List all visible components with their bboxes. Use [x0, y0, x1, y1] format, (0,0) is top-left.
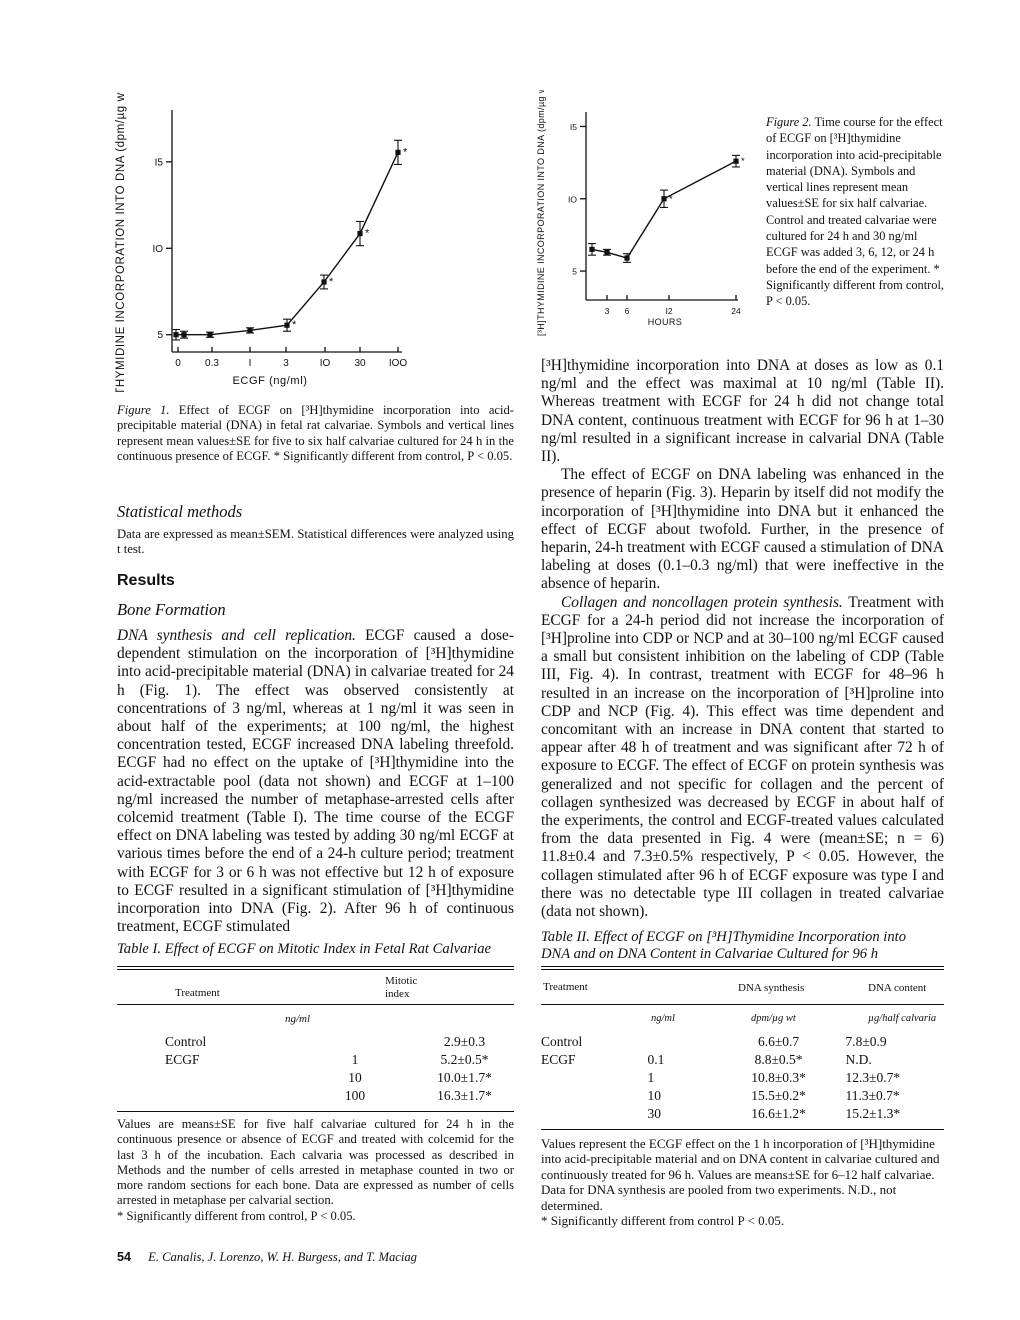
- y-tick-label: 5: [157, 330, 163, 342]
- table-2-notes: [541, 1136, 944, 1228]
- significance-marker: *: [365, 227, 370, 240]
- table-2-unit-content: µg/half calvaria: [868, 1013, 937, 1024]
- x-tick-label: I2: [665, 306, 673, 316]
- table-2-cell-content: 11.3±0.7*: [845, 1088, 900, 1103]
- fig1-x-label: ECGF (ng/ml): [232, 375, 308, 387]
- table-2-row: [541, 1051, 944, 1069]
- table-2-title-line-1: Table II. Effect of ECGF on [³H]Thymidine Incorporation into: [541, 929, 907, 945]
- table-1-cell-dose: [275, 1033, 415, 1051]
- data-point: [284, 323, 289, 328]
- table-1-row: [117, 1033, 514, 1051]
- table-1-title: Table I. Effect of ECGF on Mitotic Index in Fetal Rat Calvariae: [117, 941, 491, 957]
- y-tick-label: IO: [152, 243, 163, 255]
- fig2-x-label: HOURS: [647, 317, 683, 327]
- table-2-cell-treatment: ECGF: [541, 1052, 576, 1067]
- table-2-cell-synthesis: 6.6±0.7: [757, 1034, 800, 1049]
- table-2-row: [541, 1069, 944, 1087]
- table-1-row: [117, 1069, 514, 1087]
- y-tick-label: IO: [568, 194, 577, 205]
- table-2-cell-content: 15.2±1.3*: [845, 1106, 901, 1121]
- table-2-bottom-rule: [541, 1129, 944, 1130]
- data-point: [357, 231, 362, 236]
- table-2-cell-treatment: Control: [541, 1034, 583, 1049]
- table-2-cell-synthesis: 8.8±0.5*: [754, 1052, 803, 1067]
- right-paragraph-1: [³H]thymidine incorporation into DNA at doses as low as 0.1 ng/ml and the effect was maximal at 10 ng/ml (Table II). Whereas treatment with ECGF for 24 h did not change total DNA content, continuous treatment with ECGF for 96 h at 1–30 ng/ml resulted in a significant increase in calvarial DNA (Table II).: [541, 357, 944, 466]
- table-2-cell-content: N.D.: [845, 1052, 872, 1067]
- x-tick-label: IOO: [388, 358, 408, 369]
- table-1-cell-index: 16.3±1.7*: [437, 1088, 492, 1103]
- right-paragraph-3: [541, 594, 944, 922]
- table-2: [541, 966, 944, 1228]
- dna-synthesis-text: ECGF caused a dose-dependent stimulation on the incorporation of [³H]thymidine into acid-precipitable material (DNA) in calvariae treated for 24 h (Fig. 1). The effect was observed consistently at concentrations of 3 ng/ml, whereas at 1 ng/ml it was seen in about half of the experiments; at 100 ng/ml, the highest concentration tested, ECGF increased DNA labeling threefold. ECGF had no effect on the uptake of [³H]thymidine into the acid-extractable pool (data not shown) and ECGF at 1–100 ng/ml increased the number of metaphase-arrested cells after colcemid treatment (Table I). The time course of the ECGF effect on DNA labeling was tested by adding 30 ng/ml ECGF at various times before the end of a 24-h culture period; treatment with ECGF for 3 or 6 h was not effective but 12 h of exposure to ECGF resulted in a significant stimulation of [³H]thymidine incorporation into DNA (Fig. 2). After 96 h of continuous treatment, ECGF stimulated: [117, 627, 514, 936]
- table-2-cell-synthesis: 10.8±0.3*: [751, 1070, 806, 1085]
- fig2-axes: [586, 112, 738, 300]
- x-tick-label: 30: [354, 358, 366, 369]
- fig1-y-label: [³H]THYMIDINE INCORPORATION INTO DNA (dpm/µg wt): [115, 92, 127, 392]
- table-2-cell-content: 12.3±0.7*: [845, 1070, 901, 1085]
- table-1-cell-treatment: ECGF: [165, 1052, 200, 1067]
- series-line: [176, 152, 398, 334]
- table-2-note: Values represent the ECGF effect on the 1 h incorporation of [³H]thymidine into acid-precipitable material and on DNA content in calvariae cultured and continuously treated for 96 h. Values are means±SE for 6–12 half calvariae. Data for DNA synthesis are pooled from two experiments. N.D., not determined.: [541, 1136, 940, 1213]
- table-2-row: [541, 1105, 944, 1123]
- table-2-col-treatment: Treatment: [543, 981, 588, 993]
- table-2-cell-treatment: [541, 1105, 636, 1123]
- table-1-notes: [117, 1117, 514, 1224]
- fig2-caption-label: Figure 2.: [766, 115, 812, 129]
- statistical-methods-heading: Statistical methods: [117, 502, 243, 521]
- table-2-cell-dose: 1: [647, 1070, 655, 1085]
- table-1-cell-index: 5.2±0.5*: [440, 1052, 489, 1067]
- significance-marker: *: [669, 193, 673, 205]
- data-point: [589, 247, 594, 252]
- table-1-unit-row: [117, 1005, 514, 1031]
- table-2-cell-dose: 10: [647, 1088, 661, 1103]
- y-tick-label: I5: [569, 121, 577, 132]
- data-point: [733, 159, 738, 164]
- table-2-title-line-2: DNA and on DNA Content in Calvariae Cultured for 96 h: [541, 946, 879, 962]
- figure-1-chart: [100, 92, 420, 392]
- table-1-cell-dose: 100: [344, 1088, 366, 1103]
- table-1-footnote: * Significantly different from control, P < 0.05.: [117, 1208, 356, 1223]
- data-point: [321, 279, 326, 284]
- x-tick-label: 3: [604, 306, 610, 316]
- table-2-title: [541, 929, 906, 963]
- x-tick-label: 24: [731, 306, 741, 316]
- table-1-top-rule: [117, 966, 514, 967]
- fig2-series: [588, 155, 745, 262]
- table-1-cell-treatment: [117, 1069, 275, 1087]
- results-heading: Results: [117, 572, 175, 589]
- x-tick-label: 6: [624, 306, 630, 316]
- data-point: [661, 196, 666, 201]
- table-2-row: [541, 1033, 944, 1051]
- figure-2: [528, 90, 758, 340]
- table-1-cell-treatment: [117, 1087, 275, 1105]
- table-2-cell-dose: [636, 1033, 722, 1051]
- table-1-cell-treatment: Control: [165, 1034, 207, 1049]
- fig1-caption-label: Figure 1.: [117, 403, 170, 417]
- table-1-cell-dose: 10: [348, 1070, 362, 1085]
- table-2-col-content: DNA content: [868, 982, 927, 994]
- data-point: [207, 332, 212, 337]
- table-1-cell-index: 2.9±0.3: [443, 1034, 486, 1049]
- significance-marker: *: [329, 275, 334, 288]
- table-2-unit-synthesis: dpm/µg wt: [751, 1013, 796, 1024]
- x-tick-label: 0.3: [205, 358, 219, 369]
- fig1-x-ticks: [175, 347, 407, 369]
- table-1-col-mitotic-2: index: [385, 988, 410, 1000]
- table-2-cell-dose: 0.1: [647, 1052, 665, 1067]
- table-2-row: [541, 1087, 944, 1105]
- fig1-y-ticks: [152, 157, 172, 341]
- figure-1-caption: [117, 403, 514, 465]
- table-2-cell-treatment: [541, 1069, 636, 1087]
- page-footer: [117, 1250, 417, 1265]
- fig2-y-label: [³H]THYMIDINE INCORPORATION INTO DNA (dpm/µg wt): [536, 90, 546, 337]
- protein-synthesis-text: Treatment with ECGF for a 24-h period did not increase the incorporation of [³H]proline into CDP or NCP and at 30–100 ng/ml ECGF caused a small but consistent inhibition on the labeling of CDP (Table III, Fig. 4). In contrast, treatment with ECGF for 48–96 h resulted in an increase on the incorporation of [³H]proline into CDP and NCP (Fig. 4). This effect was time dependent and concomitant with an increase in DNA content that started to appear after 48 h of treatment and was significant after 72 h of exposure to ECGF. The effect of ECGF on protein synthesis was generalized and not specific for collagen and the percent of collagen synthesized was decreased by ECGF in about half of the experiments, the control and ECGF-treated values calculated from the data presented in Fig. 4 were (mean±SE; n = 6) 11.8±0.4 and 7.3±0.5% respectively, P < 0.05. However, the collagen stimulated after 96 h of ECGF exposure was type I and there was no detectable type III collagen in treated calvariae (data not shown).: [541, 593, 944, 921]
- data-point: [181, 332, 186, 337]
- table-1-cell-dose: 1: [351, 1052, 359, 1067]
- fig1-caption-text: Effect of ECGF on [³H]thymidine incorporation into acid-precipitable material (DNA) in fetal rat calvariae. Symbols and vertical lines represent mean values±SE for five to six half calvariae cultured for 24 h in the continuous presence of ECGF. * Significantly different from control, P < 0.05.: [117, 403, 514, 464]
- figure-1: [100, 92, 420, 392]
- table-2-cell-dose: 30: [647, 1106, 661, 1121]
- table-2-cell-synthesis: 15.5±0.2*: [751, 1088, 806, 1103]
- significance-marker: *: [403, 146, 408, 159]
- x-tick-label: 0: [175, 358, 181, 369]
- table-2-unit-dose: ng/ml: [651, 1013, 675, 1024]
- significance-marker: *: [292, 319, 297, 332]
- table-2-col-synthesis: DNA synthesis: [738, 982, 805, 994]
- right-column-body: [541, 357, 944, 921]
- significance-marker: *: [741, 156, 745, 168]
- footer-authors: E. Canalis, J. Lorenzo, W. H. Burgess, and T. Maciag: [148, 1250, 417, 1264]
- protein-synthesis-run-in: Collagen and noncollagen protein synthesis.: [561, 593, 843, 611]
- table-2-unit-row: [541, 1005, 944, 1031]
- statistical-methods-text: Data are expressed as mean±SEM. Statistical differences were analyzed using t test.: [117, 527, 514, 557]
- data-point: [395, 150, 400, 155]
- x-tick-label: 3: [283, 358, 289, 369]
- data-point: [173, 332, 178, 337]
- y-tick-label: 5: [572, 266, 577, 277]
- table-1-header: [117, 970, 514, 1004]
- table-1-row: [117, 1051, 514, 1069]
- table-1-bottom-rule: [117, 1111, 514, 1112]
- figure-2-chart: [528, 90, 758, 340]
- x-tick-label: I: [248, 358, 252, 369]
- table-2-cell-synthesis: 16.6±1.2*: [751, 1106, 806, 1121]
- figure-2-caption: [766, 114, 944, 310]
- table-2-body: [541, 1033, 944, 1123]
- x-tick-label: IO: [319, 358, 331, 369]
- table-1-col-treatment: Treatment: [175, 987, 220, 999]
- table-1-row: [117, 1087, 514, 1105]
- fig2-x-ticks: [605, 295, 741, 316]
- table-2-header: [541, 970, 944, 1004]
- table-1-cell-index: 10.0±1.7*: [437, 1070, 492, 1085]
- data-point: [247, 328, 252, 333]
- fig2-y-ticks: [568, 122, 586, 277]
- table-1-unit: ng/ml: [285, 1013, 311, 1025]
- right-paragraph-2: The effect of ECGF on DNA labeling was enhanced in the presence of heparin (Fig. 3). Heparin by itself did not modify the incorporation of [³H]thymidine into DNA but it enhanced the effect of ECGF about twofold. Further, in the presence of heparin, 24-h treatment with ECGF caused a stimulation of DNA labeling at doses (0.1–0.3 ng/ml) that were ineffective in the absence of heparin.: [541, 466, 944, 593]
- bone-formation-subheading: Bone Formation: [117, 600, 226, 619]
- table-1-col-mitotic-1: Mitotic: [385, 975, 418, 987]
- series-line: [592, 161, 736, 258]
- table-2-cell-treatment: [541, 1087, 636, 1105]
- data-point: [604, 250, 609, 255]
- table-2-cell-content: 7.8±0.9: [845, 1034, 887, 1049]
- table-1-body: [117, 1033, 514, 1105]
- data-point: [624, 255, 629, 260]
- dna-synthesis-run-in: DNA synthesis and cell replication.: [117, 627, 356, 644]
- dna-synthesis-paragraph: [117, 627, 514, 936]
- results-body: [117, 627, 514, 936]
- table-2-top-rule: [541, 966, 944, 967]
- fig1-series: [172, 140, 408, 340]
- page-number: 54: [117, 1250, 132, 1264]
- table-1-note: Values are means±SE for five half calvariae cultured for 24 h in the continuous presence or absence of ECGF and treated with colcemid for the last 3 h of the incubation. Each calvaria was processed as described in Methods and the number of cells arrested in metaphase counted in two or more random sections for each bone. Data are expressed as number of cells arrested in metaphase per calvarial section.: [117, 1117, 514, 1208]
- fig2-caption-text: Time course for the effect of ECGF on [³H]thymidine incorporation into acid-precipitable material (DNA). Symbols and vertical lines represent mean values±SE for six half calvariae. Control and treated calvariae were cultured for 24 h and 30 ng/ml ECGF was added 3, 6, 12, or 24 h before the end of the experiment. * Significantly different from control, P < 0.05.: [766, 115, 945, 309]
- table-1: [117, 966, 514, 1224]
- table-2-footnote: * Significantly different from control P < 0.05.: [541, 1213, 785, 1229]
- y-tick-label: I5: [154, 157, 163, 169]
